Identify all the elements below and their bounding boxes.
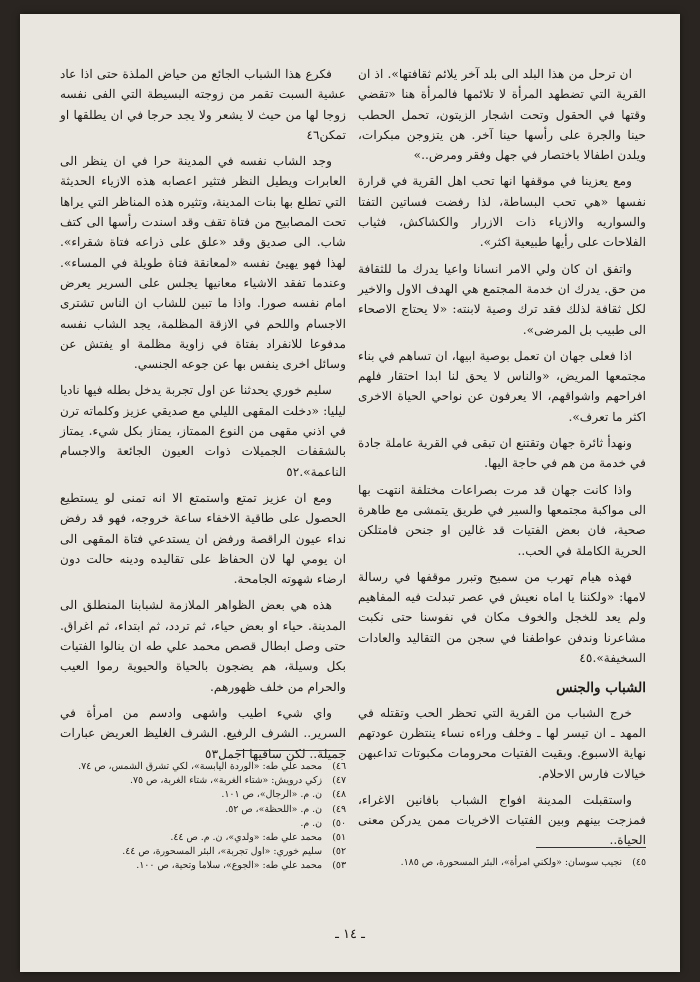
footnote: ٥١)محمد علي طه: «ولدي»، ن. م. ص ٤٤. — [170, 832, 346, 844]
footnote: ٥٣)محمد علي طه: «الجوع»، سلاما وتحية، ص ١٠٠. — [136, 860, 346, 872]
paragraph: خرج الشباب من القرية التي تحظر الحب وتقتله في المهد ـ ان تيسر لها ـ وخلف وراءه نساء ينتظرن عودتهم نهاية الاسبوع. وبقيت الفتيات محرومات مكبوتات تداعبهن خيالات فارس الاحلام. — [358, 705, 646, 781]
footnote: ٤٩)ن. م. «اللحظة»، ص ٥٢. — [225, 803, 346, 815]
paragraph: ومع يعزينا في موقفها انها تحب اهل القرية في قرارة نفسها «هي تحب البساطة، لذا رفضت فساتين التفتا والسواريه والازياء ذات الازرار والكشاكش، فثياب الفلاحات على رأيها طبيعية اكثر». — [358, 174, 646, 250]
book-page — [20, 14, 680, 972]
paragraph: ان ترحل من هذا البلد الى بلد آخر يلائم ثقافتها». اذ ان القرية التي تضطهد المرأة لا تلائمها فالمرأة هنا «تقضي وقتها في الحقول وتحت اشجار الزيتون، تحمل الحطب حينا والجرة على رأسها حينا آخر. هن يتزوجن مبكرات، ويلدن اطفالا باختصار في جهل وفقر ومرض..» — [358, 67, 646, 163]
footnote-divider — [536, 847, 646, 848]
footnote: ٤٨)ن. م. «الرجال»، ص ١٠١. — [221, 789, 346, 801]
paragraph: فهذه هيام تهرب من سميح وتبرر موقفها في رسالة لامها: «ولكننا يا اماه نعيش في عصر تبدلت فيه المفاهيم ولم يعد للخجل والخوف مكان في نفوسنا حتى نكبت مشاعرنا وندفن عواطفنا في سجن من التقاليد والعادات السخيفة».٤٥ — [358, 569, 646, 666]
paragraph: واستقبلت المدينة افواج الشباب بافانين الاغراء، فمزجت بينهم وبين الفتيات الاخريات ممن يدركن معنى الحياة.. — [358, 792, 646, 848]
footnote: ٤٥)نجيب سوسان: «ولكني امرأة»، البئر المسحورة، ص ١٨٥. — [400, 857, 646, 868]
footnote: ٤٧)زكي درويش: «شتاء الغربة»، شتاء الغربة، ص ٧٥. — [129, 775, 346, 787]
paragraph: واتفق ان كان ولي الامر انسانا واعيا يدرك ما للثقافة من حق. يدرك ان خدمة المجتمع هي الهدف الاول والاخير لكل ثقافة لذلك فقد ترك وصية لابنته: «لا يحتاج الاصحاء الى طبيب بل المرضى». — [358, 261, 646, 337]
paragraph: هذه هي بعض الظواهر الملازمة لشبابنا المنطلق الى المدينة. حياء او بعض حياء، ثم تردد، ثم ابتداء، ثم اغراق. حتى وصل ابطال قصص محمد علي طه ان ينالوا الفتيات بكل وسيلة، هم يضجون بالحياة والحيوية رموا العيب والحرام من خلف ظهورهم. — [60, 598, 346, 694]
footnote-ref: ٥٣ — [205, 746, 219, 761]
section-heading: الشباب والجنس — [556, 680, 646, 697]
footnote: ٤٦)محمد علي طه: «الوردة اليابسة»، لكي تشرق الشمس، ص ٧٤. — [78, 761, 346, 772]
paragraph: واذا كانت جهان قد مرت بصراعات مختلفة انتهت بها الى مواكبة مجتمعها والسير في طريق يتمشى مع طاهرة صحية، فان بعض الفتيات قد غالين او جنحن فامتلكن الحرية الكاملة في الحب.. — [358, 482, 646, 558]
paragraph: وجد الشاب نفسه في المدينة حرا في ان ينظر الى العابرات ويطيل النظر فتثير اعصابه هذه الازياء الحديثة التي تطلع بها بنات المدينة، وتثيره هذه المناظر التي يراها تحت المصابيح من فتاة تقف وقد اسندت رأسها الى كتف شاب. الى صديق وقد «علق على ذراعه فتاة شقراء». لهذا فهو يهيئ نفسه «لمعانقة فتاة طويلة في المساء». وعندما تفقد الاشياء معانيها يجلس على السرير يعرض امام نفسه صورا. واذا ما تبين للشاب ان الناس تشترى الاجسام واللحم في الازقة المظلمة، يجد الشاب نفسه مدفوعا للانفراد بفتاة في زاوية مظلمة او يفتش عن وسائل اخرى ينفس بها عن جوعه الجنسي. — [60, 154, 346, 372]
footnote-ref: ٤٥ — [579, 651, 593, 666]
left-column — [60, 64, 346, 770]
paragraph: اذا فعلى جهان ان تعمل بوصية ابيها، ان تساهم في بناء مجتمعها المريض، «والناس لا يحق لنا ابدا احتقار فلهم افراحهم واشواقهم، الا يعرفون عن نواحي الحياة الاخرى اكثر ما تعرف». — [358, 348, 646, 424]
right-column — [358, 64, 646, 857]
footnotes-left — [60, 760, 346, 874]
paragraph: سليم خوري يحدثنا عن اول تجربة يدخل بطله فيها ناديا ليليا: «دخلت المقهى الليلي مع صديقي عزيز وكلماته ترن في اذني مقهى من النوع الممتاز، يمتاز بكل شيء. يمتاز بالشقفات الجميلات ذوات العيون الجائعة والاجسام الناعمة».٥٢ — [60, 383, 346, 479]
footnote-ref: ٥٢ — [286, 464, 300, 479]
footnotes-right — [358, 856, 646, 870]
paragraph: ومع ان عزيز تمتع واستمتع الا انه تمنى لو يستطيع الحصول على طاقية الاخفاء ساعة خروجه، فهو قد رفض نداء عيون الراقصة ورفض ان يستدعي فتاة المقهى الى ان يومي لها لان الحفاظ على تقاليده ودينه حالت دون ارضاء شهوته الجامحة. — [60, 490, 346, 587]
footnote-divider — [236, 750, 346, 751]
footnote: ٥٢)سليم خوري: «اول تجربة»، البئر المسحورة، ص ٤٤. — [122, 846, 346, 858]
paragraph: ونهدأ ثائرة جهان وتقتنع ان تبقى في القرية عاملة جادة في خدمة من هم في حاجة اليها. — [358, 436, 646, 471]
footnote: ٥٠)ن. م. — [300, 817, 346, 829]
page-number: ـ ١٤ ـ — [335, 927, 365, 942]
paragraph: واي شيء اطيب واشهى وادسم من امرأة في السرير.. الشرف الرفيع. الشرف الغليظ العريض عبارات جميلة.. لكن ساقيها اجمل٥٣ — [60, 705, 346, 761]
paragraph: فكرع هذا الشباب الجائع من حياض الملذة حتى اذا عاد عشية السبت تقمر من زوجته البسيطة التي الفى نفسه زوجا لها من حيث لا يشعر ولا يجد حرجا في ان يطلقها او تمكن٤٦ — [60, 67, 346, 142]
footnote-ref: ٤٦ — [306, 127, 320, 142]
